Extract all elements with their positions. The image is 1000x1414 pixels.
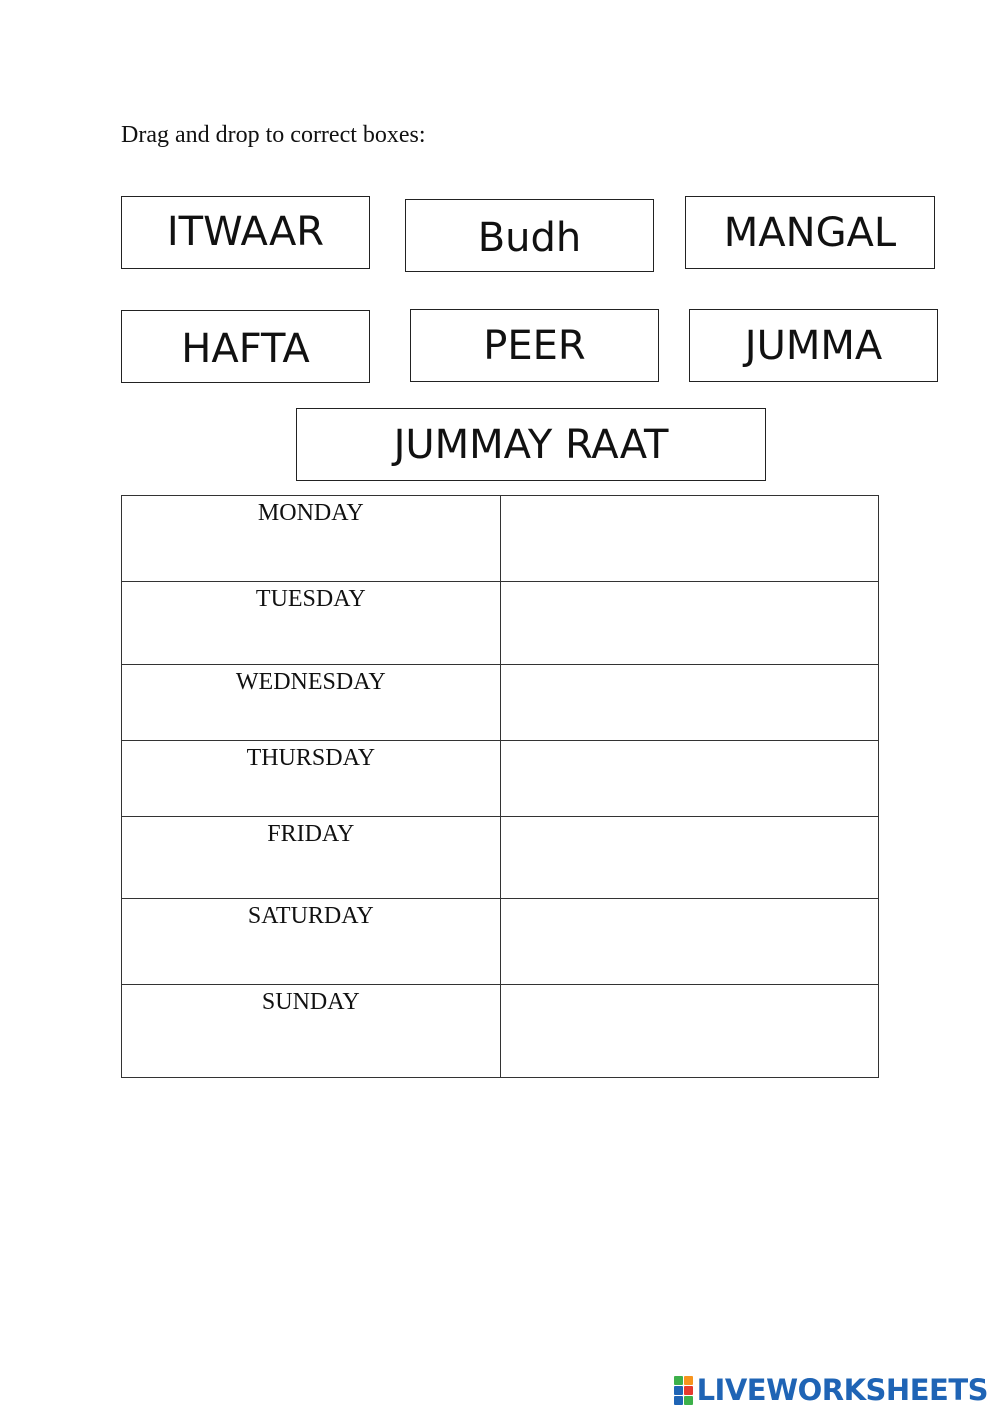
word-card-budh[interactable]: Budh	[405, 199, 654, 272]
instruction-text: Drag and drop to correct boxes:	[121, 122, 426, 148]
drop-box-tuesday[interactable]	[500, 582, 878, 665]
logo-square	[684, 1376, 693, 1385]
table-row	[122, 985, 879, 1078]
word-card-itwaar[interactable]: ITWAAR	[121, 196, 370, 269]
word-card-jummay-raat[interactable]: JUMMAY RAAT	[296, 408, 766, 481]
day-label-wednesday: WEDNESDAY	[122, 665, 501, 741]
word-card-mangal[interactable]: MANGAL	[685, 196, 935, 269]
word-card-peer[interactable]: PEER	[410, 309, 659, 382]
logo-square	[674, 1376, 683, 1385]
drop-box-wednesday[interactable]	[500, 665, 878, 741]
drop-box-thursday[interactable]	[500, 741, 878, 817]
table-row	[122, 582, 879, 665]
logo-square	[684, 1396, 693, 1405]
logo-square	[674, 1396, 683, 1405]
liveworksheets-brand	[674, 1374, 988, 1406]
day-label-tuesday: TUESDAY	[122, 582, 501, 665]
word-card-jumma[interactable]: JUMMA	[689, 309, 938, 382]
day-label-thursday: THURSDAY	[122, 741, 501, 817]
day-label-sunday: SUNDAY	[122, 985, 501, 1078]
drop-box-monday[interactable]	[500, 496, 878, 582]
day-label-saturday: SATURDAY	[122, 899, 501, 985]
table-row	[122, 665, 879, 741]
logo-square	[674, 1386, 683, 1395]
table-row	[122, 496, 879, 582]
brand-name: LIVEWORKSHEETS	[696, 1373, 988, 1407]
liveworksheets-logo-icon	[674, 1376, 693, 1405]
table-row	[122, 817, 879, 899]
day-label-monday: MONDAY	[122, 496, 501, 582]
table-row	[122, 741, 879, 817]
drop-box-sunday[interactable]	[500, 985, 878, 1078]
drop-box-saturday[interactable]	[500, 899, 878, 985]
day-label-friday: FRIDAY	[122, 817, 501, 899]
days-matching-table	[121, 495, 879, 1078]
drop-box-friday[interactable]	[500, 817, 878, 899]
table-row	[122, 899, 879, 985]
logo-square	[684, 1386, 693, 1395]
word-card-hafta[interactable]: HAFTA	[121, 310, 370, 383]
